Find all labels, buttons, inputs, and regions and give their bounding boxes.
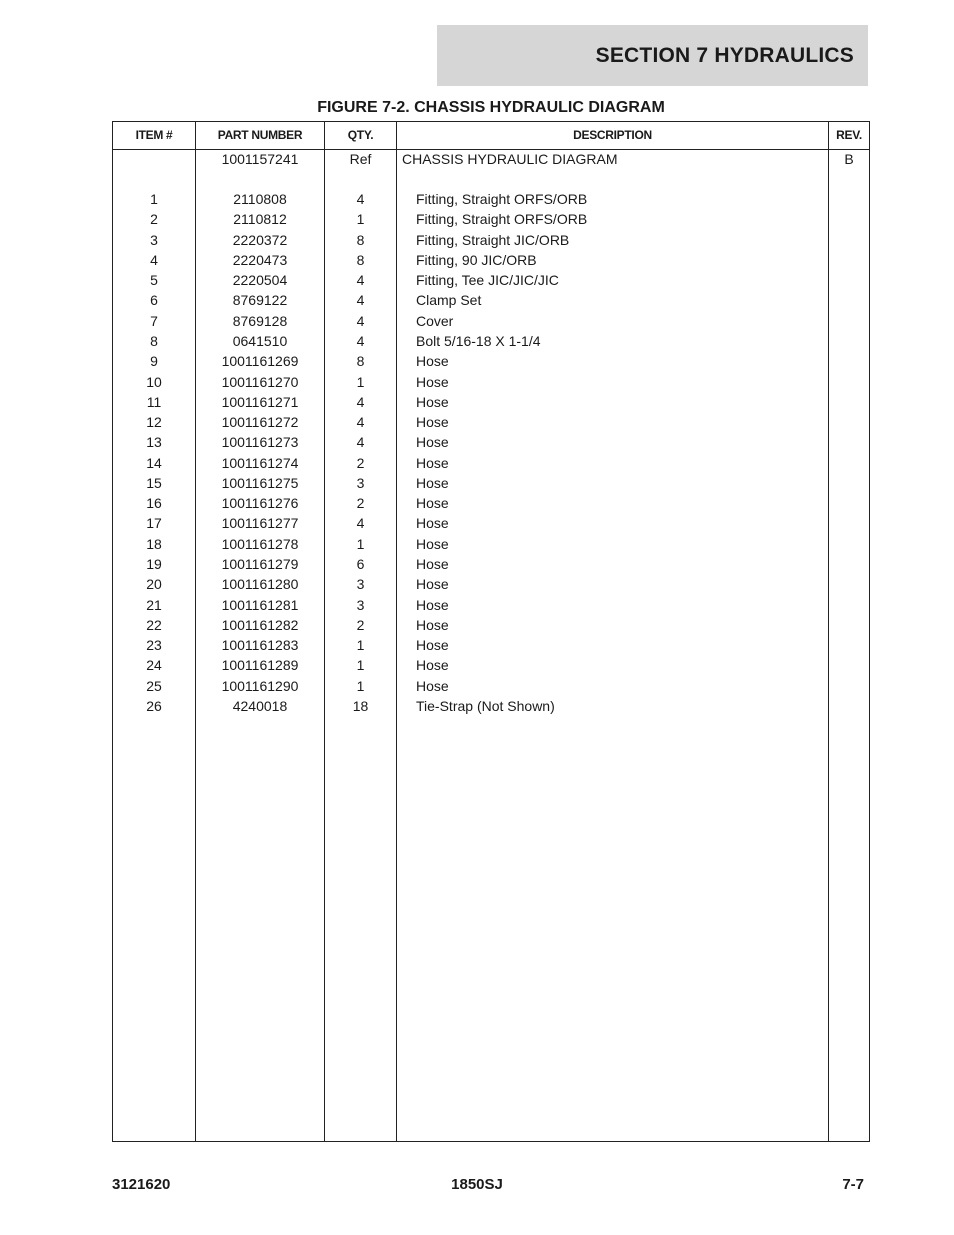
table-row bbox=[113, 432, 869, 452]
part-number-cell: 1001157241 bbox=[221, 151, 299, 167]
column-header-item: ITEM # bbox=[135, 128, 173, 142]
part-number-cell: 1001161290 bbox=[221, 677, 299, 694]
part-number-cell: 4240018 bbox=[232, 698, 288, 714]
part-number-cell: 1001161279 bbox=[221, 556, 299, 573]
part-number-cell: 1001161281 bbox=[221, 596, 299, 613]
footer-page-number: 7-7 bbox=[842, 1176, 864, 1193]
qty-cell: Ref bbox=[349, 151, 372, 167]
description-cell: Hose bbox=[416, 677, 449, 694]
item-number-cell: 23 bbox=[146, 637, 162, 654]
qty-cell: 18 bbox=[352, 698, 369, 714]
description-cell: Hose bbox=[416, 515, 449, 532]
qty-cell: 4 bbox=[356, 515, 365, 532]
item-number-cell: 19 bbox=[146, 556, 162, 573]
part-number-cell: 8769122 bbox=[232, 292, 288, 309]
description-cell: Hose bbox=[416, 535, 449, 552]
qty-cell: 8 bbox=[356, 251, 365, 268]
rev-cell: B bbox=[844, 151, 854, 167]
part-number-cell: 2110808 bbox=[233, 191, 287, 207]
table-row bbox=[113, 372, 869, 392]
description-cell: Tie-Strap (Not Shown) bbox=[416, 698, 555, 714]
qty-cell: 1 bbox=[356, 657, 365, 674]
description-cell: Hose bbox=[416, 414, 449, 431]
description-cell: Cover bbox=[416, 312, 454, 329]
table-row bbox=[113, 311, 869, 331]
table-row bbox=[113, 189, 869, 209]
table-row bbox=[113, 615, 869, 635]
description-cell: Bolt 5/16-18 X 1-1/4 bbox=[416, 332, 541, 349]
description-cell: Hose bbox=[416, 353, 449, 370]
item-number-cell: 2 bbox=[150, 211, 158, 228]
table-row bbox=[113, 412, 869, 432]
item-number-cell: 6 bbox=[150, 292, 158, 309]
qty-cell: 1 bbox=[356, 373, 365, 390]
column-header-description: DESCRIPTION bbox=[573, 128, 652, 142]
table-row bbox=[113, 270, 869, 290]
description-cell: Hose bbox=[416, 556, 449, 573]
part-number-cell: 1001161278 bbox=[221, 535, 299, 552]
qty-cell: 4 bbox=[356, 332, 365, 349]
item-number-cell: 26 bbox=[146, 698, 162, 714]
table-row bbox=[113, 250, 869, 270]
qty-cell: 8 bbox=[356, 231, 365, 248]
item-number-cell: 12 bbox=[146, 414, 162, 431]
table-row bbox=[113, 351, 869, 371]
part-number-cell: 1001161273 bbox=[221, 434, 299, 451]
part-number-cell: 1001161276 bbox=[221, 495, 299, 512]
part-number-cell: 1001161271 bbox=[221, 393, 299, 410]
table-row bbox=[113, 473, 869, 493]
qty-cell: 1 bbox=[356, 535, 365, 552]
qty-cell: 4 bbox=[356, 191, 365, 207]
item-number-cell: 1 bbox=[150, 191, 158, 207]
qty-cell: 4 bbox=[356, 414, 365, 431]
description-cell: Fitting, 90 JIC/ORB bbox=[416, 251, 537, 268]
item-number-cell: 11 bbox=[146, 393, 162, 410]
item-number-cell: 15 bbox=[146, 474, 162, 491]
part-number-cell: 1001161275 bbox=[221, 474, 299, 491]
table-row bbox=[113, 453, 869, 473]
footer-document-number: 3121620 bbox=[112, 1176, 171, 1193]
table-row bbox=[113, 534, 869, 554]
table-row bbox=[113, 554, 869, 574]
description-cell: Hose bbox=[416, 373, 449, 390]
description-cell: Hose bbox=[416, 576, 449, 593]
parts-table bbox=[112, 121, 870, 1142]
qty-cell: 2 bbox=[356, 454, 365, 471]
description-cell: Fitting, Straight ORFS/ORB bbox=[416, 211, 588, 228]
item-number-cell: 18 bbox=[146, 535, 162, 552]
description-cell: Hose bbox=[416, 495, 449, 512]
qty-cell: 3 bbox=[356, 576, 365, 593]
table-row bbox=[113, 493, 869, 513]
table-row-assembly bbox=[113, 149, 869, 169]
item-number-cell: 3 bbox=[150, 231, 158, 248]
table-row bbox=[113, 595, 869, 615]
item-number-cell: 20 bbox=[146, 576, 162, 593]
table-row bbox=[113, 230, 869, 250]
part-number-cell: 1001161282 bbox=[221, 616, 299, 633]
table-row bbox=[113, 676, 869, 696]
table-row bbox=[113, 696, 869, 716]
table-row bbox=[113, 655, 869, 675]
item-number-cell: 25 bbox=[146, 677, 162, 694]
part-number-cell: 1001161270 bbox=[221, 373, 299, 390]
item-number-cell: 14 bbox=[146, 454, 162, 471]
description-cell: Hose bbox=[416, 474, 449, 491]
item-number-cell: 22 bbox=[146, 616, 162, 633]
description-cell: Clamp Set bbox=[416, 292, 482, 309]
part-number-cell: 1001161277 bbox=[221, 515, 299, 532]
part-number-cell: 2220473 bbox=[232, 251, 288, 268]
column-header-qty: QTY. bbox=[347, 128, 374, 142]
qty-cell: 6 bbox=[356, 556, 365, 573]
section-title: SECTION 7 HYDRAULICS bbox=[595, 43, 854, 67]
qty-cell: 1 bbox=[356, 211, 365, 228]
qty-cell: 4 bbox=[356, 312, 365, 329]
footer-model: 1850SJ bbox=[451, 1176, 503, 1193]
description-cell: Fitting, Straight ORFS/ORB bbox=[416, 191, 588, 207]
part-number-cell: 2220504 bbox=[232, 272, 288, 289]
description-cell: CHASSIS HYDRAULIC DIAGRAM bbox=[402, 151, 618, 167]
part-number-cell: 1001161289 bbox=[221, 657, 299, 674]
table-row bbox=[113, 290, 869, 310]
part-number-cell: 1001161274 bbox=[221, 454, 299, 471]
section-banner bbox=[437, 25, 868, 86]
item-number-cell: 9 bbox=[150, 353, 158, 370]
table-row bbox=[113, 331, 869, 351]
table-row bbox=[113, 392, 869, 412]
table-header-row bbox=[113, 122, 869, 150]
description-cell: Hose bbox=[416, 434, 449, 451]
description-cell: Hose bbox=[416, 393, 449, 410]
part-number-cell: 8769128 bbox=[232, 312, 288, 329]
qty-cell: 4 bbox=[356, 272, 365, 289]
table-row bbox=[113, 574, 869, 594]
part-number-cell: 0641510 bbox=[232, 332, 288, 349]
part-number-cell: 2220372 bbox=[232, 231, 288, 248]
item-number-cell: 21 bbox=[146, 596, 162, 613]
item-number-cell: 17 bbox=[146, 515, 162, 532]
item-number-cell: 13 bbox=[146, 434, 162, 451]
description-cell: Fitting, Tee JIC/JIC/JIC bbox=[416, 272, 559, 289]
item-number-cell: 8 bbox=[150, 332, 158, 349]
item-number-cell: 4 bbox=[150, 251, 158, 268]
qty-cell: 4 bbox=[356, 292, 365, 309]
qty-cell: 8 bbox=[356, 353, 365, 370]
table-row bbox=[113, 209, 869, 229]
table-row bbox=[113, 513, 869, 533]
qty-cell: 2 bbox=[356, 495, 365, 512]
part-number-cell: 1001161272 bbox=[221, 414, 299, 431]
item-number-cell: 7 bbox=[150, 312, 158, 329]
item-number-cell: 5 bbox=[150, 272, 158, 289]
table-row bbox=[113, 635, 869, 655]
description-cell: Hose bbox=[416, 454, 449, 471]
part-number-cell: 2110812 bbox=[233, 211, 287, 228]
description-cell: Hose bbox=[416, 616, 449, 633]
item-number-cell bbox=[113, 149, 195, 169]
item-number-cell: 24 bbox=[146, 657, 162, 674]
qty-cell: 3 bbox=[356, 474, 365, 491]
part-number-cell: 1001161283 bbox=[221, 637, 299, 654]
qty-cell: 1 bbox=[356, 677, 365, 694]
column-header-rev: REV. bbox=[836, 128, 862, 142]
column-header-part-number: PART NUMBER bbox=[217, 128, 303, 142]
description-cell: Hose bbox=[416, 657, 449, 674]
description-cell: Hose bbox=[416, 637, 449, 654]
description-cell: Fitting, Straight JIC/ORB bbox=[416, 231, 570, 248]
part-number-cell: 1001161269 bbox=[221, 353, 299, 370]
item-number-cell: 16 bbox=[146, 495, 162, 512]
qty-cell: 4 bbox=[356, 393, 365, 410]
qty-cell: 3 bbox=[356, 596, 365, 613]
item-number-cell: 10 bbox=[146, 373, 162, 390]
description-cell: Hose bbox=[416, 596, 449, 613]
figure-title: FIGURE 7-2. CHASSIS HYDRAULIC DIAGRAM bbox=[317, 99, 665, 116]
part-number-cell: 1001161280 bbox=[221, 576, 299, 593]
qty-cell: 1 bbox=[356, 637, 365, 654]
qty-cell: 2 bbox=[356, 616, 365, 633]
qty-cell: 4 bbox=[356, 434, 365, 451]
